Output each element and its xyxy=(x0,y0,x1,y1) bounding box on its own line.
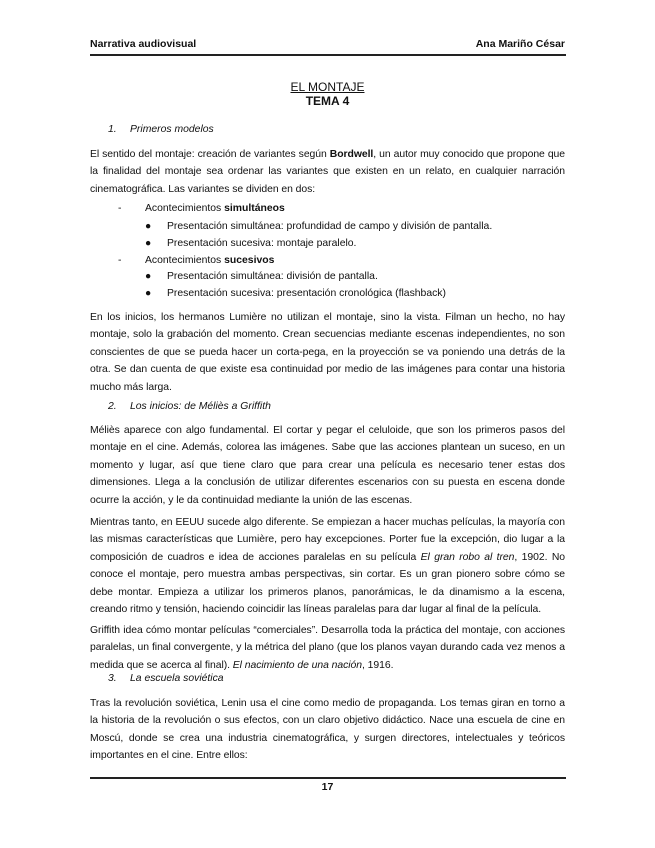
text: Griffith idea cómo montar películas “comerciales”. Desarrolla toda la práctica del montaje, con acciones paralelas, un final convergente, y la métrica del plano (que los planos vayan durando cada vez menos a medida que se acerca al final). xyxy=(90,625,565,671)
text: El sentido del montaje: creación de variantes según xyxy=(90,149,330,160)
text-bold: simultáneos xyxy=(224,203,285,214)
list-subitem xyxy=(145,221,492,232)
list-item xyxy=(118,255,274,266)
list-subitem xyxy=(145,238,356,249)
section-title: Primeros modelos xyxy=(130,124,214,135)
page-number: 17 xyxy=(321,781,334,793)
text: Presentación simultánea: división de pantalla. xyxy=(167,271,378,282)
bullet-icon: ● xyxy=(145,221,152,232)
section-heading-1 xyxy=(108,124,214,135)
text: Presentación sucesiva: montaje paralelo. xyxy=(167,238,357,249)
dash-marker: - xyxy=(118,255,122,266)
list-item xyxy=(118,203,285,214)
footer-rule xyxy=(90,777,566,779)
section-heading-2 xyxy=(108,401,271,412)
section-number: 1. xyxy=(108,124,117,135)
paragraph-soviet: Tras la revolución soviética, Lenin usa el cine como medio de propaganda. Los temas giran en torno a la historia de la revolución o sus efectos, con un claro objetivo didáctico. Nace una escuela de cine en Moscú, donde se crea una industria cinematográfica, y surgen directores, intelectuales y teóricos importantes en el cine. Entre ellos: xyxy=(90,698,565,762)
list-subitem xyxy=(145,271,378,282)
text: Mientras tanto, en EEUU sucede algo diferente. Se empiezan a hacer muchas películas, la mayoría con las mismas características que Lumière, pero hay excepciones. Porter fue la excepción, dio lugar a la composición de cuadros e idea de acciones paralelas en su película xyxy=(90,517,565,563)
page-header xyxy=(90,38,565,50)
bullet-icon: ● xyxy=(145,288,152,299)
text: Acontecimientos xyxy=(145,255,225,266)
section-title: Los inicios: de Méliès a Griffith xyxy=(130,401,271,412)
section-number: 2. xyxy=(108,401,117,412)
dash-marker: - xyxy=(118,203,122,214)
text: , 1916. xyxy=(362,659,394,671)
text: , un autor muy conocido que propone que la finalidad del montaje sea ordenar las variantes que existen en un relato, en cualquier narración cinematográfica. Las variantes se dividen en dos: xyxy=(90,149,565,195)
film-title: El nacimiento de una nación xyxy=(232,659,362,671)
text: Acontecimientos xyxy=(145,203,225,214)
text: Presentación simultánea: profundidad de campo y división de pantalla. xyxy=(167,221,493,232)
document-subtitle: TEMA 4 xyxy=(305,94,350,108)
paragraph-porter xyxy=(90,514,565,618)
paragraph-lumiere: En los inicios, los hermanos Lumière no utilizan el montaje, sino la vista. Filman un hecho, no hay montaje, solo la grabación del momento. Crean secuencias mediante escenas independientes, no son conscientes de que se pueda hacer un corta-pega, en la proyección se va poniendo una detrás de la otra. Se dan cuenta de que existe esa continuidad por medio de las imágenes para contar una historia mucho más larga. xyxy=(90,312,565,393)
list-subitem xyxy=(145,288,446,299)
bullet-icon: ● xyxy=(145,238,152,249)
section-number: 3. xyxy=(108,673,117,684)
paragraph-griffith xyxy=(90,622,565,674)
text: , 1902. No conoce el montaje, pero muestra ambas perspectivas, sin cortar. Es un gran pionero sobre cómo se debe montar. Empieza a utilizar los primeros planos, panorámicas, le da dinamismo a la escena, creando ritmo y tensión, haciendo coincidir las líneas paralelas para dar lugar al final de la película. xyxy=(90,551,566,616)
text-bold: Bordwell xyxy=(329,149,374,160)
bullet-icon: ● xyxy=(145,271,152,282)
paragraph-bordwell xyxy=(90,146,565,198)
document-title: EL MONTAJE xyxy=(290,80,365,94)
header-author: Ana Mariño César xyxy=(475,38,565,50)
section-heading-3 xyxy=(108,673,224,684)
section-title: La escuela soviética xyxy=(130,673,224,684)
header-rule xyxy=(90,54,566,56)
header-course: Narrativa audiovisual xyxy=(90,38,197,50)
paragraph-melies: Méliès aparece con algo fundamental. El cortar y pegar el celuloide, que son los primeros pasos del montaje en el cine. Además, colorea las imágenes. Sabe que las acciones plantean un suceso, en un momento y lugar, así que tiene claro que para crear una película es necesario tener estas dos dimensiones. Llega a la conclusión de utilizar diferentes escenarios con su puesta en escena donde ocurre la acción, y le da continuidad mediante la unión de las escenas. xyxy=(90,425,565,506)
film-title: El gran robo al tren xyxy=(420,551,515,563)
text: Presentación sucesiva: presentación cronológica (flashback) xyxy=(167,288,446,299)
text-bold: sucesivos xyxy=(224,255,275,266)
